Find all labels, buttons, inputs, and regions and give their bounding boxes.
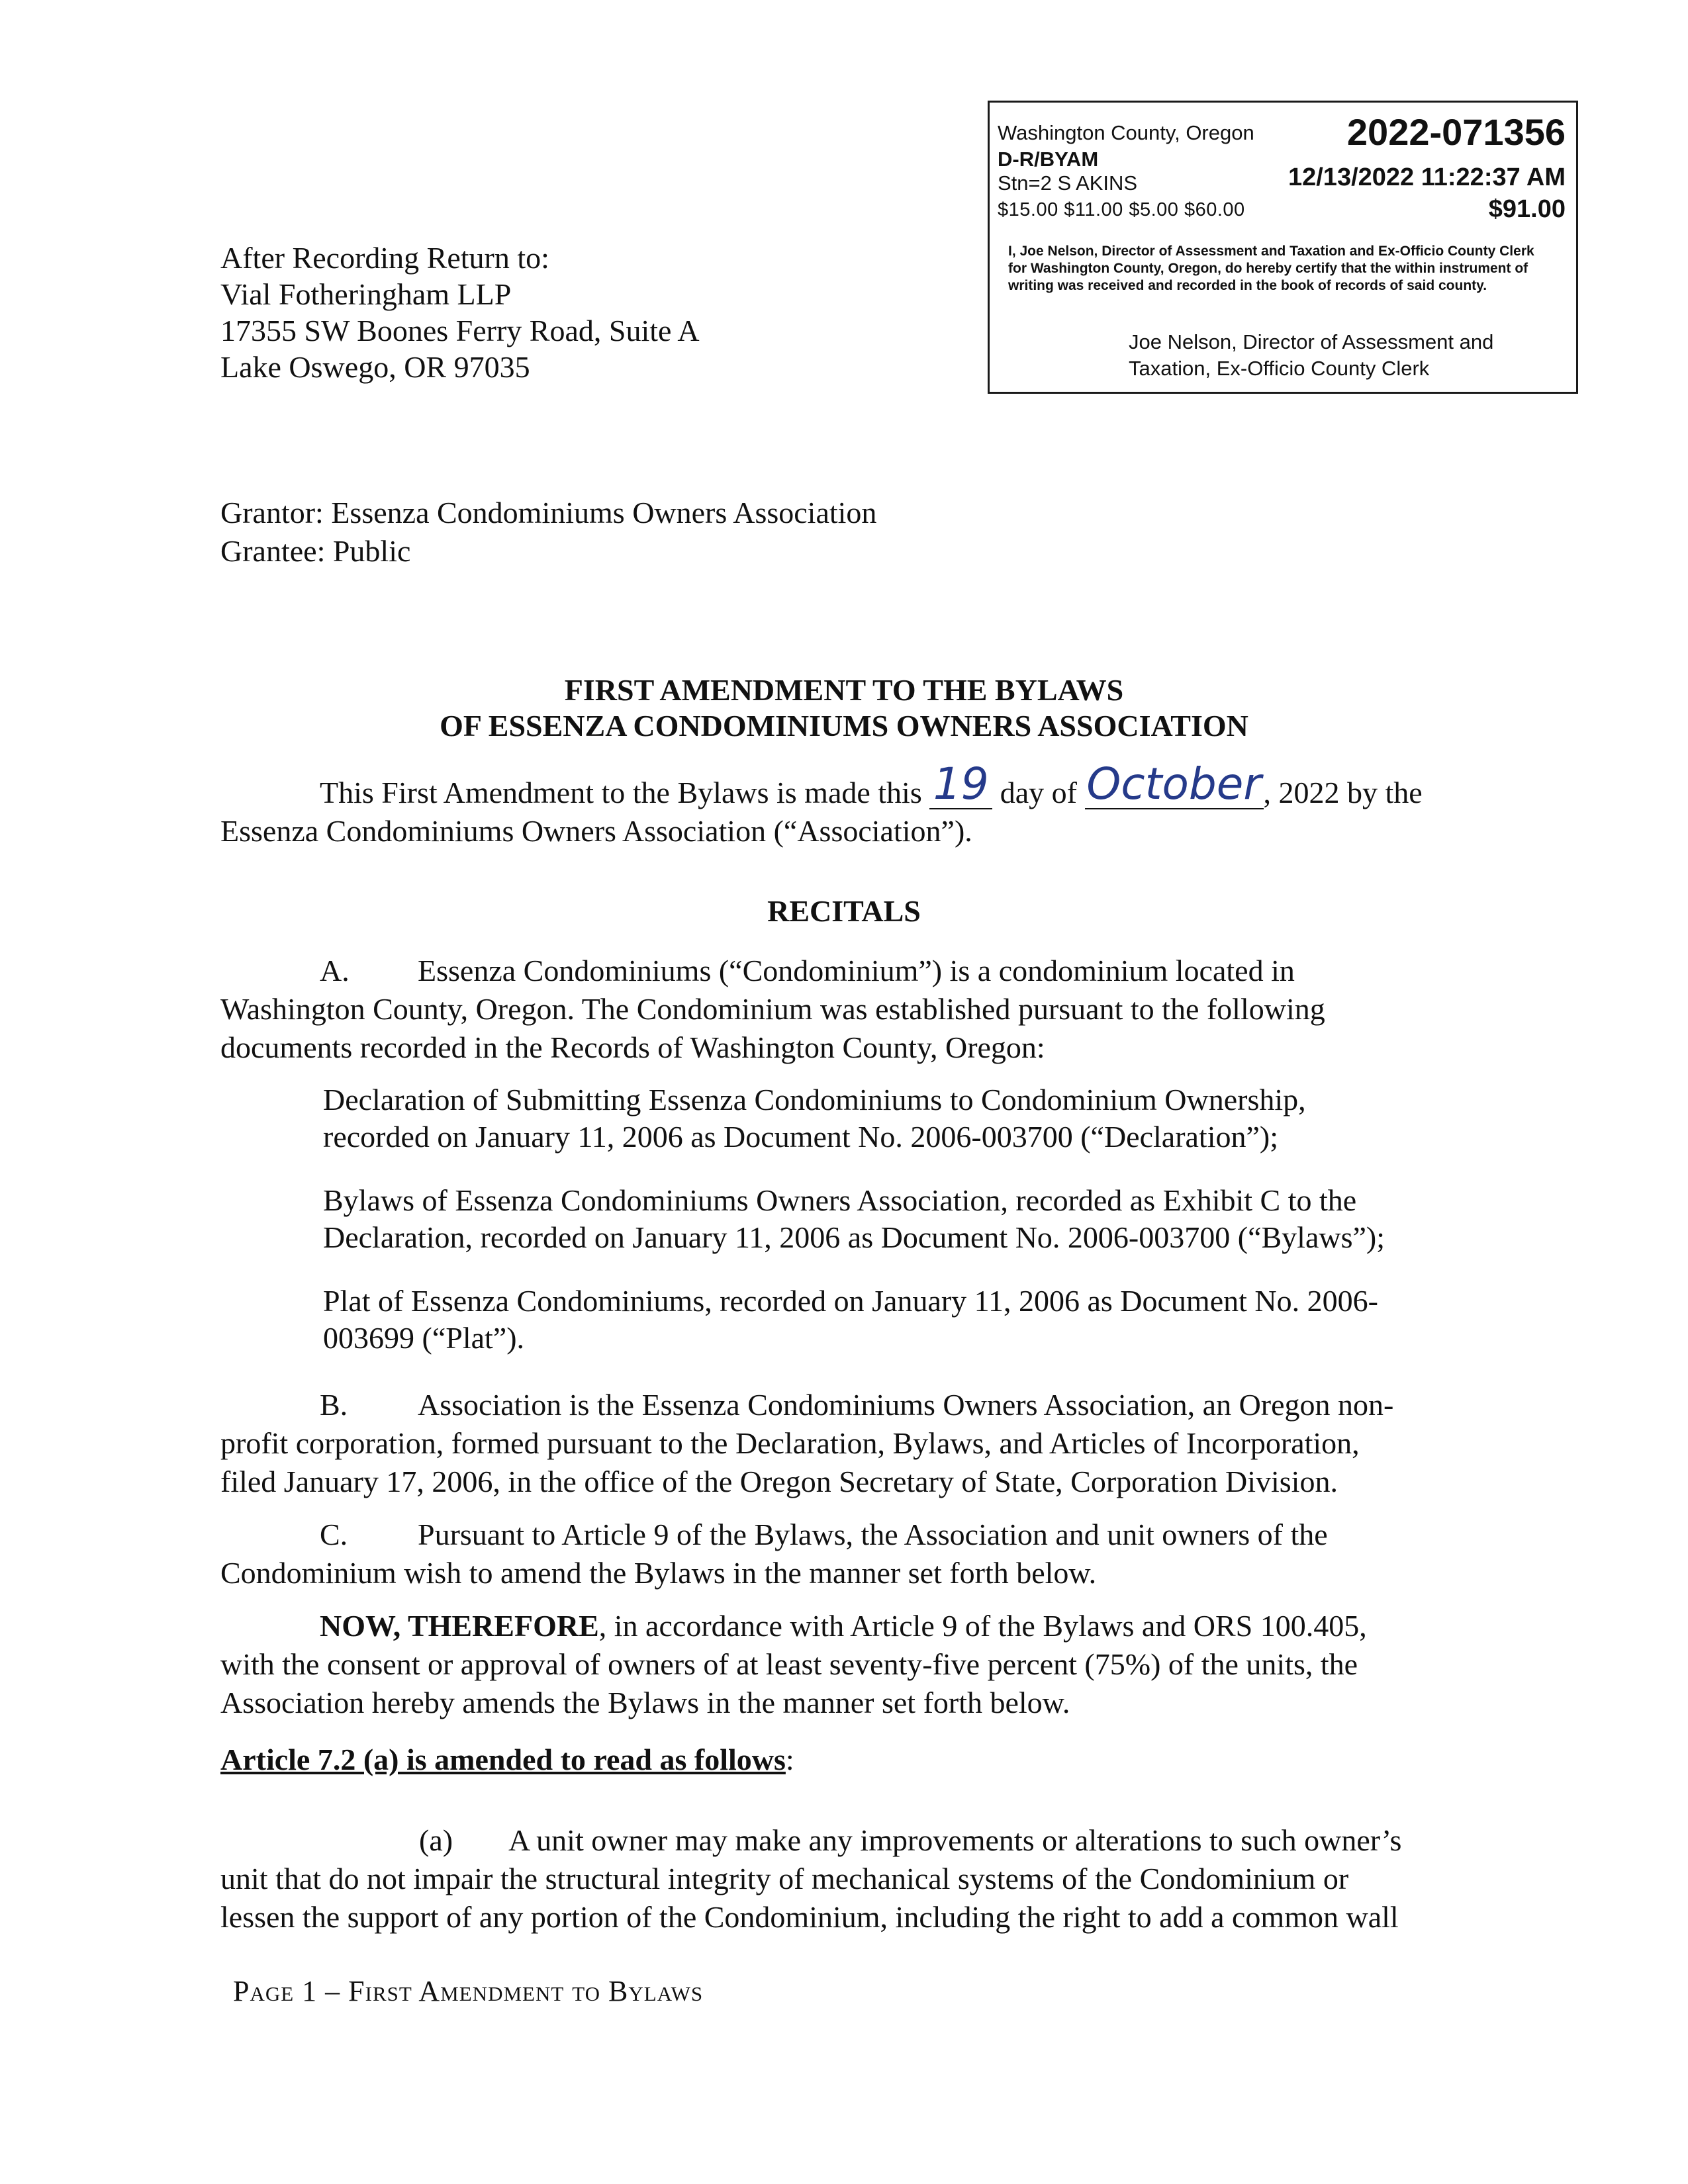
recital-b-letter: B.	[320, 1388, 348, 1422]
now-therefore-paragraph	[220, 1607, 1478, 1722]
recital-a-line1: Essenza Condominiums (“Condominium”) is a condominium located in	[418, 954, 1295, 987]
stamp-signature-line1: Joe Nelson, Director of Assessment and	[1129, 330, 1494, 353]
intro-paragraph	[220, 758, 1478, 850]
article-marker: (a)	[419, 1823, 453, 1857]
stamp-station: Stn=2 S AKINS	[998, 171, 1138, 195]
article-heading-colon: :	[785, 1743, 794, 1776]
recitals-heading: RECITALS	[767, 894, 921, 928]
recital-a-line3: documents recorded in the Records of Washington County, Oregon:	[220, 1030, 1045, 1064]
return-city: Lake Oswego, OR 97035	[220, 350, 530, 384]
document-bylaws	[323, 1182, 1478, 1256]
document-line: Declaration, recorded on January 11, 2006 as Document No. 2006-003700 (“Bylaws”);	[323, 1220, 1385, 1254]
intro-text-2: day of	[992, 776, 1085, 809]
page-footer: Page 1 – First Amendment to Bylaws	[233, 1975, 704, 2007]
grantor: Grantor: Essenza Condominiums Owners Association	[220, 496, 877, 529]
article-line2: unit that do not impair the structural integrity of mechanical systems of the Condominium or	[220, 1862, 1349, 1895]
handwritten-day: 19	[933, 758, 989, 809]
recording-stamp	[988, 101, 1578, 394]
now-therefore-line2: with the consent or approval of owners of at least seventy-five percent (75%) of the units, the	[220, 1647, 1358, 1681]
document-plat	[323, 1283, 1478, 1357]
document-line: Plat of Essenza Condominiums, recorded on January 11, 2006 as Document No. 2006-	[323, 1284, 1378, 1318]
recital-b	[220, 1386, 1478, 1501]
recital-c-line2: Condominium wish to amend the Bylaws in the manner set forth below.	[220, 1556, 1097, 1590]
now-therefore-bold: NOW, THEREFORE	[320, 1609, 599, 1643]
recital-c-letter: C.	[320, 1518, 348, 1551]
stamp-certification: I, Joe Nelson, Director of Assessment and Taxation and Ex-Officio County Clerk for Washington County, Oregon, do hereby certify that the within instrument of writing was received and recorded in the book of records of said county.	[1008, 244, 1534, 293]
article-line3: lessen the support of any portion of the Condominium, including the right to add a common wall	[220, 1900, 1399, 1934]
document-line: Declaration of Submitting Essenza Condominiums to Condominium Ownership,	[323, 1083, 1306, 1116]
now-therefore-line3: Association hereby amends the Bylaws in the manner set forth below.	[220, 1686, 1070, 1719]
document-declaration	[323, 1081, 1478, 1156]
stamp-total: $91.00	[1488, 195, 1566, 223]
stamp-signature-line2: Taxation, Ex-Officio County Clerk	[1129, 357, 1430, 380]
recital-c-line1: Pursuant to Article 9 of the Bylaws, the Association and unit owners of the	[418, 1518, 1328, 1551]
stamp-fees: $15.00 $11.00 $5.00 $60.00	[998, 199, 1245, 220]
recital-c	[220, 1516, 1478, 1592]
article-heading	[220, 1741, 1478, 1779]
month-field	[1085, 758, 1264, 809]
recital-a-letter: A.	[320, 954, 350, 987]
stamp-datetime: 12/13/2022 11:22:37 AM	[1288, 163, 1566, 191]
return-label: After Recording Return to:	[220, 241, 549, 275]
stamp-code: D-R/BYAM	[998, 148, 1099, 171]
handwritten-month: October	[1086, 758, 1262, 809]
article-text	[220, 1821, 1478, 1936]
stamp-county: Washington County, Oregon	[998, 121, 1254, 144]
document-title-line2: OF ESSENZA CONDOMINIUMS OWNERS ASSOCIATION	[440, 709, 1248, 743]
return-street: 17355 SW Boones Ferry Road, Suite A	[220, 314, 700, 347]
document-line: Bylaws of Essenza Condominiums Owners Association, recorded as Exhibit C to the	[323, 1183, 1357, 1217]
document-line: 003699 (“Plat”).	[323, 1321, 525, 1355]
stamp-signature	[1129, 329, 1552, 382]
grantee: Grantee: Public	[220, 534, 411, 568]
intro-text-1: This First Amendment to the Bylaws is made this	[320, 776, 930, 809]
recital-b-line1: Association is the Essenza Condominiums Owners Association, an Oregon non-	[418, 1388, 1394, 1422]
recital-b-line2: profit corporation, formed pursuant to the Declaration, Bylaws, and Articles of Incorporation,	[220, 1426, 1360, 1460]
recital-a-line2: Washington County, Oregon. The Condominium was established pursuant to the following	[220, 992, 1325, 1026]
intro-line2: Essenza Condominiums Owners Association (“Association”).	[220, 814, 972, 848]
document-line: recorded on January 11, 2006 as Document No. 2006-003700 (“Declaration”);	[323, 1120, 1279, 1154]
now-therefore-line1: , in accordance with Article 9 of the Bylaws and ORS 100.405,	[598, 1609, 1367, 1643]
article-heading-text: Article 7.2 (a) is amended to read as follows	[220, 1743, 786, 1776]
return-address	[220, 240, 700, 385]
document-title-line1: FIRST AMENDMENT TO THE BYLAWS	[564, 673, 1124, 707]
day-field	[929, 758, 992, 809]
intro-text-3: , 2022 by the	[1263, 776, 1423, 809]
recital-b-line3: filed January 17, 2006, in the office of the Oregon Secretary of State, Corporation Division.	[220, 1465, 1338, 1498]
return-firm: Vial Fotheringham LLP	[220, 277, 512, 311]
recital-a	[220, 952, 1478, 1067]
article-line1: A unit owner may make any improvements or alterations to such owner’s	[508, 1823, 1402, 1857]
stamp-document-number: 2022-071356	[1346, 111, 1566, 153]
